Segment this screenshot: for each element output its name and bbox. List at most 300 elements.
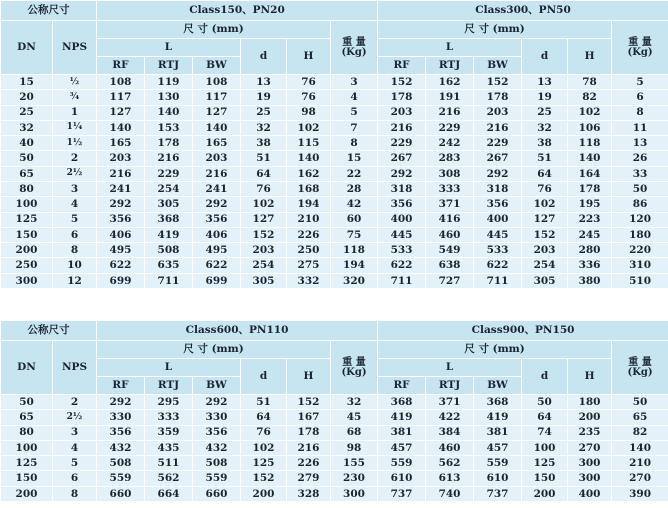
- d-cell-left: 305: [241, 273, 287, 288]
- rtj-cell-right: 562: [426, 456, 474, 471]
- bw-cell-left: 127: [193, 105, 241, 120]
- table-row: [1, 395, 668, 410]
- rf-cell-left: 117: [97, 90, 145, 105]
- d-cell-left: 13: [241, 75, 287, 90]
- bw-cell-left: 203: [193, 151, 241, 166]
- d-cell-right: 102: [522, 197, 568, 212]
- d-cell-right: 19: [522, 90, 568, 105]
- rf-cell-left: 241: [97, 181, 145, 196]
- weight-cell-left: 300: [331, 486, 378, 501]
- bw-cell-right: 419: [474, 410, 522, 425]
- dn-cell: 65: [1, 410, 53, 425]
- table-row: [1, 425, 668, 440]
- rtj-header-left: RTJ: [145, 377, 193, 395]
- d-cell-left: 152: [241, 227, 287, 242]
- bw-cell-right: 368: [474, 395, 522, 410]
- dn-cell: 50: [1, 151, 53, 166]
- dn-cell: 50: [1, 395, 53, 410]
- weight-cell-left: 3: [331, 75, 378, 90]
- bw-cell-left: 406: [193, 227, 241, 242]
- h-cell-right: 300: [568, 471, 612, 486]
- d-cell-left: 76: [241, 181, 287, 196]
- bw-header-right: BW: [474, 377, 522, 395]
- rf-cell-left: 292: [97, 197, 145, 212]
- bw-cell-right: 216: [474, 120, 522, 135]
- rf-cell-left: 165: [97, 136, 145, 151]
- nps-cell: 3: [53, 425, 97, 440]
- dn-cell: 15: [1, 75, 53, 90]
- weight-cell-left: 45: [331, 410, 378, 425]
- table-row: [1, 456, 668, 471]
- rtj-cell-right: 460: [426, 440, 474, 455]
- bw-cell-right: 292: [474, 166, 522, 181]
- nps-cell: ½: [53, 75, 97, 90]
- h-cell-left: 168: [287, 181, 331, 196]
- h-cell-right: 380: [568, 273, 612, 288]
- dn-cell: 40: [1, 136, 53, 151]
- table-row: [1, 166, 668, 181]
- rf-cell-right: 203: [378, 105, 426, 120]
- length-header-left: L: [97, 359, 241, 377]
- h-cell-left: 216: [287, 440, 331, 455]
- rf-cell-right: 229: [378, 136, 426, 151]
- h-cell-left: 226: [287, 456, 331, 471]
- table-row: [1, 258, 668, 273]
- h-cell-left: 279: [287, 471, 331, 486]
- bw-cell-left: 108: [193, 75, 241, 90]
- h-cell-left: 76: [287, 75, 331, 90]
- weight-cell-left: 68: [331, 425, 378, 440]
- bw-cell-right: 711: [474, 273, 522, 288]
- rtj-cell-left: 254: [145, 181, 193, 196]
- weight-cell-right: 510: [612, 273, 668, 288]
- d-cell-left: 64: [241, 166, 287, 181]
- rtj-cell-left: 130: [145, 90, 193, 105]
- table-row: [1, 197, 668, 212]
- nps-cell: 4: [53, 197, 97, 212]
- h-header-right: H: [568, 359, 612, 395]
- d-cell-left: 76: [241, 425, 287, 440]
- weight-cell-right: 270: [612, 471, 668, 486]
- rf-cell-right: 737: [378, 486, 426, 501]
- rf-cell-left: 432: [97, 440, 145, 455]
- bw-cell-right: 318: [474, 181, 522, 196]
- bw-cell-right: 152: [474, 75, 522, 90]
- length-header-right: L: [378, 359, 522, 377]
- rtj-cell-left: 435: [145, 440, 193, 455]
- dn-cell: 80: [1, 181, 53, 196]
- bw-cell-left: 140: [193, 120, 241, 135]
- bw-cell-left: 432: [193, 440, 241, 455]
- nps-cell: 5: [53, 456, 97, 471]
- rtj-cell-right: 549: [426, 243, 474, 258]
- h-cell-right: 78: [568, 75, 612, 90]
- weight-cell-right: 50: [612, 181, 668, 196]
- rtj-cell-right: 384: [426, 425, 474, 440]
- rf-header-left: RF: [97, 377, 145, 395]
- table-row: [1, 440, 668, 455]
- rtj-cell-right: 308: [426, 166, 474, 181]
- d-cell-left: 32: [241, 120, 287, 135]
- d-header-right: d: [522, 359, 568, 395]
- weight-cell-right: 86: [612, 197, 668, 212]
- d-cell-right: 76: [522, 181, 568, 196]
- weight-cell-left: 320: [331, 273, 378, 288]
- nps-cell: 1: [53, 105, 97, 120]
- dn-cell: 125: [1, 212, 53, 227]
- weight-cell-right: 13: [612, 136, 668, 151]
- bw-cell-left: 660: [193, 486, 241, 501]
- bw-cell-right: 203: [474, 105, 522, 120]
- h-cell-right: 400: [568, 486, 612, 501]
- rtj-cell-right: 460: [426, 227, 474, 242]
- rtj-cell-right: 727: [426, 273, 474, 288]
- table-row: [1, 273, 668, 288]
- d-cell-right: 64: [522, 410, 568, 425]
- rtj-cell-left: 562: [145, 471, 193, 486]
- rtj-cell-left: 511: [145, 456, 193, 471]
- weight-cell-right: 180: [612, 227, 668, 242]
- h-header-left: H: [287, 359, 331, 395]
- bw-cell-right: 267: [474, 151, 522, 166]
- nps-cell: 3: [53, 181, 97, 196]
- weight-cell-right: 65: [612, 410, 668, 425]
- nominal-size-header: 公称尺寸: [1, 321, 97, 341]
- h-cell-right: 200: [568, 410, 612, 425]
- h-cell-right: 140: [568, 151, 612, 166]
- bw-cell-right: 356: [474, 197, 522, 212]
- rf-cell-right: 559: [378, 456, 426, 471]
- h-cell-left: 210: [287, 212, 331, 227]
- nps-cell: 6: [53, 227, 97, 242]
- d-cell-left: 152: [241, 471, 287, 486]
- weight-cell-left: 230: [331, 471, 378, 486]
- h-cell-left: 226: [287, 227, 331, 242]
- d-cell-right: 254: [522, 258, 568, 273]
- h-cell-left: 328: [287, 486, 331, 501]
- bw-header-left: BW: [193, 377, 241, 395]
- rtj-cell-right: 162: [426, 75, 474, 90]
- table-row: [1, 105, 668, 120]
- d-cell-right: 127: [522, 212, 568, 227]
- bw-header-right: BW: [474, 57, 522, 75]
- nps-cell: 1½: [53, 136, 97, 151]
- rf-cell-right: 533: [378, 243, 426, 258]
- weight-cell-left: 194: [331, 258, 378, 273]
- rtj-cell-left: 229: [145, 166, 193, 181]
- dn-cell: 20: [1, 90, 53, 105]
- rtj-cell-right: 613: [426, 471, 474, 486]
- h-cell-right: 270: [568, 440, 612, 455]
- d-cell-right: 74: [522, 425, 568, 440]
- rtj-cell-right: 242: [426, 136, 474, 151]
- bw-cell-right: 445: [474, 227, 522, 242]
- h-cell-right: 336: [568, 258, 612, 273]
- table-row: [1, 75, 668, 90]
- bw-cell-left: 356: [193, 425, 241, 440]
- length-header-right: L: [378, 39, 522, 57]
- rtj-cell-left: 305: [145, 197, 193, 212]
- rf-cell-left: 356: [97, 212, 145, 227]
- rtj-cell-left: 140: [145, 105, 193, 120]
- rf-cell-right: 368: [378, 395, 426, 410]
- rf-cell-left: 292: [97, 395, 145, 410]
- rf-cell-right: 711: [378, 273, 426, 288]
- weight-cell-left: 98: [331, 440, 378, 455]
- rf-cell-right: 610: [378, 471, 426, 486]
- rf-cell-right: 381: [378, 425, 426, 440]
- bw-cell-right: 457: [474, 440, 522, 455]
- dn-cell: 150: [1, 227, 53, 242]
- rtj-cell-left: 359: [145, 425, 193, 440]
- h-cell-right: 300: [568, 456, 612, 471]
- rf-cell-left: 356: [97, 425, 145, 440]
- weight-header-left: [331, 21, 378, 75]
- weight-label: 重 量: [342, 36, 366, 48]
- d-cell-right: 100: [522, 440, 568, 455]
- dn-cell: 250: [1, 258, 53, 273]
- rf-cell-right: 419: [378, 410, 426, 425]
- d-cell-right: 13: [522, 75, 568, 90]
- rf-cell-left: 406: [97, 227, 145, 242]
- weight-cell-left: 28: [331, 181, 378, 196]
- h-cell-left: 332: [287, 273, 331, 288]
- d-cell-left: 25: [241, 105, 287, 120]
- rf-cell-right: 356: [378, 197, 426, 212]
- nps-cell: 6: [53, 471, 97, 486]
- bw-cell-left: 559: [193, 471, 241, 486]
- rtj-cell-right: 422: [426, 410, 474, 425]
- weight-cell-left: 15: [331, 151, 378, 166]
- h-cell-left: 275: [287, 258, 331, 273]
- dimensions-header-right: 尺 寸 (mm): [378, 21, 612, 39]
- h-cell-left: 76: [287, 90, 331, 105]
- rf-header-left: RF: [97, 57, 145, 75]
- rtj-cell-right: 229: [426, 120, 474, 135]
- rf-cell-left: 203: [97, 151, 145, 166]
- rtj-cell-right: 283: [426, 151, 474, 166]
- d-cell-left: 125: [241, 456, 287, 471]
- d-header-left: d: [241, 359, 287, 395]
- weight-unit: (Kg): [341, 46, 367, 58]
- rtj-cell-left: 216: [145, 151, 193, 166]
- table-row: [1, 136, 668, 151]
- bw-cell-left: 216: [193, 166, 241, 181]
- nps-cell: 2½: [53, 166, 97, 181]
- rtj-cell-left: 508: [145, 243, 193, 258]
- h-cell-left: 115: [287, 136, 331, 151]
- dimensions-header-left: 尺 寸 (mm): [97, 341, 331, 359]
- dimensions-header-left: 尺 寸 (mm): [97, 21, 331, 39]
- d-cell-right: 150: [522, 471, 568, 486]
- h-cell-left: 178: [287, 425, 331, 440]
- table-row: [1, 227, 668, 242]
- weight-unit: (Kg): [627, 46, 653, 58]
- class-right-header: Class300、PN50: [378, 1, 668, 21]
- h-cell-right: 82: [568, 90, 612, 105]
- nps-cell: 8: [53, 243, 97, 258]
- nps-cell: 12: [53, 273, 97, 288]
- rtj-cell-left: 153: [145, 120, 193, 135]
- weight-label: 重 量: [628, 36, 652, 48]
- weight-cell-left: 60: [331, 212, 378, 227]
- rtj-cell-left: 664: [145, 486, 193, 501]
- d-header-right: d: [522, 39, 568, 75]
- dimensions-header-right: 尺 寸 (mm): [378, 341, 612, 359]
- bw-cell-left: 508: [193, 456, 241, 471]
- weight-header-right: [612, 21, 668, 75]
- dn-cell: 200: [1, 243, 53, 258]
- rf-cell-left: 660: [97, 486, 145, 501]
- h-cell-right: 195: [568, 197, 612, 212]
- spec-table-bottom: [0, 320, 668, 502]
- table-row: [1, 471, 668, 486]
- weight-cell-right: 120: [612, 212, 668, 227]
- weight-cell-right: 11: [612, 120, 668, 135]
- dn-cell: 125: [1, 456, 53, 471]
- dn-cell: 100: [1, 440, 53, 455]
- rf-cell-right: 318: [378, 181, 426, 196]
- weight-header-left: [331, 341, 378, 395]
- bw-cell-left: 495: [193, 243, 241, 258]
- bw-cell-left: 117: [193, 90, 241, 105]
- h-cell-right: 280: [568, 243, 612, 258]
- d-cell-left: 200: [241, 486, 287, 501]
- nps-cell: 2: [53, 395, 97, 410]
- h-cell-right: 235: [568, 425, 612, 440]
- weight-cell-right: 210: [612, 456, 668, 471]
- table-row: [1, 181, 668, 196]
- nps-cell: 2: [53, 151, 97, 166]
- d-cell-right: 125: [522, 456, 568, 471]
- weight-cell-right: 82: [612, 425, 668, 440]
- rtj-cell-left: 178: [145, 136, 193, 151]
- h-header-right: H: [568, 39, 612, 75]
- dn-header: DN: [1, 341, 53, 395]
- dn-cell: 32: [1, 120, 53, 135]
- d-cell-left: 51: [241, 395, 287, 410]
- rtj-cell-right: 740: [426, 486, 474, 501]
- rtj-cell-left: 711: [145, 273, 193, 288]
- weight-cell-left: 5: [331, 105, 378, 120]
- bw-cell-right: 381: [474, 425, 522, 440]
- weight-cell-right: 140: [612, 440, 668, 455]
- weight-cell-right: 33: [612, 166, 668, 181]
- class-left-header: Class600、PN110: [97, 321, 378, 341]
- bw-cell-right: 610: [474, 471, 522, 486]
- d-cell-left: 254: [241, 258, 287, 273]
- weight-unit: (Kg): [627, 366, 653, 378]
- rtj-cell-left: 295: [145, 395, 193, 410]
- nps-cell: ¾: [53, 90, 97, 105]
- d-cell-left: 203: [241, 243, 287, 258]
- table-row: [1, 410, 668, 425]
- h-cell-right: 164: [568, 166, 612, 181]
- h-cell-left: 194: [287, 197, 331, 212]
- h-cell-left: 140: [287, 151, 331, 166]
- d-cell-right: 25: [522, 105, 568, 120]
- h-cell-right: 223: [568, 212, 612, 227]
- h-cell-right: 178: [568, 181, 612, 196]
- rf-header-right: RF: [378, 57, 426, 75]
- class-left-header: Class150、PN20: [97, 1, 378, 21]
- bw-cell-right: 178: [474, 90, 522, 105]
- bw-cell-left: 165: [193, 136, 241, 151]
- h-cell-left: 152: [287, 395, 331, 410]
- rf-cell-right: 622: [378, 258, 426, 273]
- rf-header-right: RF: [378, 377, 426, 395]
- d-cell-right: 51: [522, 151, 568, 166]
- rf-cell-left: 330: [97, 410, 145, 425]
- bw-cell-right: 559: [474, 456, 522, 471]
- rtj-cell-left: 333: [145, 410, 193, 425]
- spec-table-bottom-body: [1, 395, 668, 502]
- dn-header: DN: [1, 21, 53, 75]
- nps-cell: 8: [53, 486, 97, 501]
- rtj-cell-left: 368: [145, 212, 193, 227]
- weight-cell-right: 5: [612, 75, 668, 90]
- table-row: [1, 486, 668, 501]
- bw-cell-left: 356: [193, 212, 241, 227]
- weight-cell-left: 75: [331, 227, 378, 242]
- rf-cell-left: 495: [97, 243, 145, 258]
- bw-cell-right: 533: [474, 243, 522, 258]
- weight-label: 重 量: [342, 356, 366, 368]
- rf-cell-left: 108: [97, 75, 145, 90]
- rf-cell-right: 267: [378, 151, 426, 166]
- table-row: [1, 151, 668, 166]
- bw-cell-right: 622: [474, 258, 522, 273]
- h-cell-left: 250: [287, 243, 331, 258]
- weight-cell-right: 390: [612, 486, 668, 501]
- dn-cell: 200: [1, 486, 53, 501]
- d-cell-right: 203: [522, 243, 568, 258]
- d-cell-left: 102: [241, 197, 287, 212]
- bw-cell-left: 330: [193, 410, 241, 425]
- rtj-cell-left: 119: [145, 75, 193, 90]
- rf-cell-right: 152: [378, 75, 426, 90]
- d-cell-left: 51: [241, 151, 287, 166]
- rtj-cell-right: 216: [426, 105, 474, 120]
- table-row: [1, 212, 668, 227]
- dn-cell: 80: [1, 425, 53, 440]
- rtj-cell-left: 419: [145, 227, 193, 242]
- dn-cell: 300: [1, 273, 53, 288]
- rf-cell-left: 559: [97, 471, 145, 486]
- dn-cell: 25: [1, 105, 53, 120]
- rtj-cell-right: 191: [426, 90, 474, 105]
- d-cell-right: 64: [522, 166, 568, 181]
- d-cell-left: 127: [241, 212, 287, 227]
- nps-cell: 1¼: [53, 120, 97, 135]
- bw-cell-left: 699: [193, 273, 241, 288]
- weight-cell-left: 118: [331, 243, 378, 258]
- nps-header: NPS: [53, 21, 97, 75]
- rf-cell-left: 127: [97, 105, 145, 120]
- h-cell-left: 98: [287, 105, 331, 120]
- h-header-left: H: [287, 39, 331, 75]
- h-cell-left: 167: [287, 410, 331, 425]
- weight-cell-left: 7: [331, 120, 378, 135]
- rf-cell-left: 699: [97, 273, 145, 288]
- weight-cell-right: 310: [612, 258, 668, 273]
- rf-cell-left: 216: [97, 166, 145, 181]
- d-cell-left: 19: [241, 90, 287, 105]
- weight-cell-left: 42: [331, 197, 378, 212]
- weight-cell-left: 8: [331, 136, 378, 151]
- h-cell-left: 102: [287, 120, 331, 135]
- weight-cell-right: 8: [612, 105, 668, 120]
